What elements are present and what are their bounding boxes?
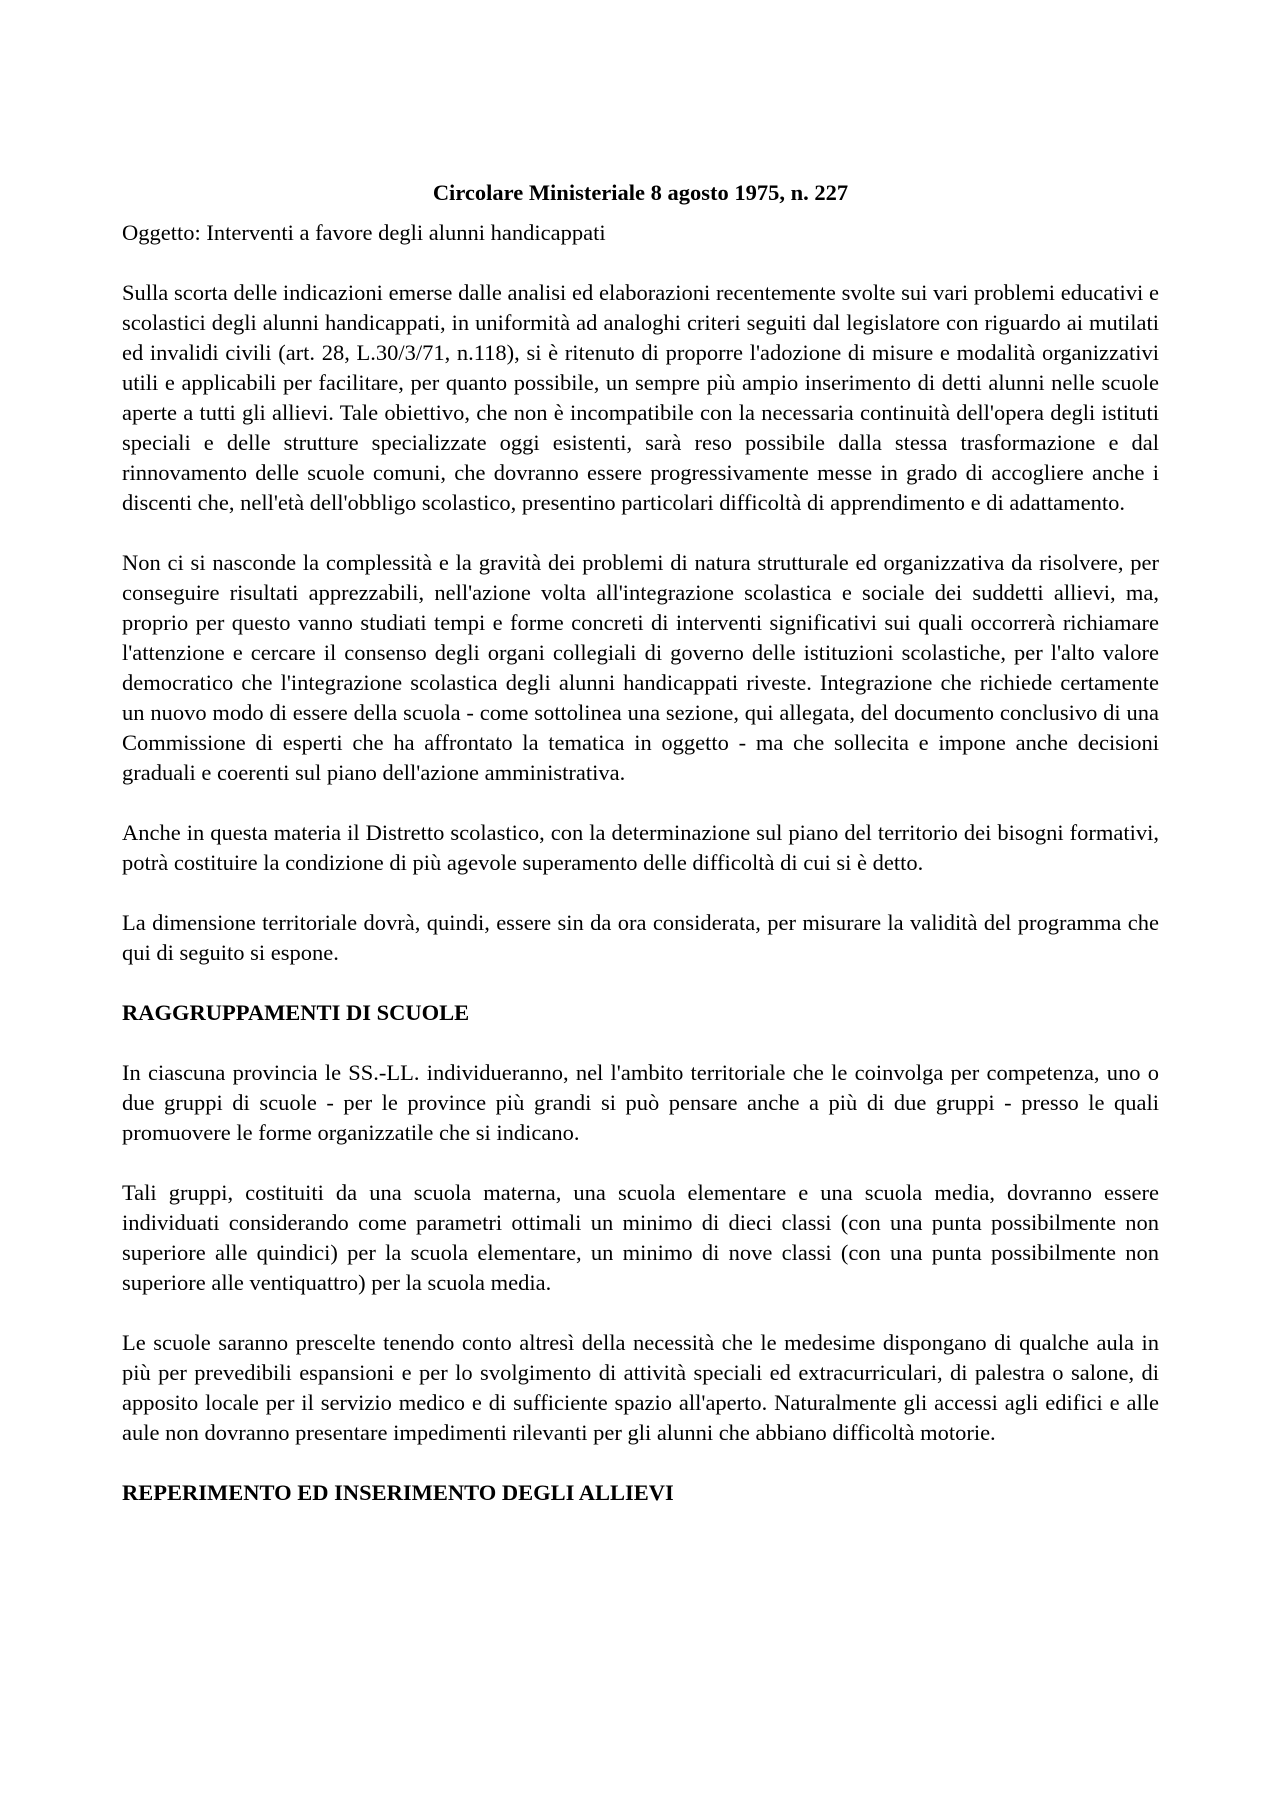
- section-heading: REPERIMENTO ED INSERIMENTO DEGLI ALLIEVI: [122, 1480, 674, 1505]
- paragraph: La dimensione territoriale dovrà, quindi, essere sin da ora considerata, per misurare la validità del programma che qui di seguito si espone.: [122, 910, 1159, 965]
- paragraph: Le scuole saranno prescelte tenendo conto altresì della necessità che le medesime dispongano di qualche aula in più per prevedibili espansioni e per lo svolgimento di attività speciali ed extracurriculari, di palestra o salone, di apposito locale per il servizio medico e di sufficiente spazio all'aperto. Naturalmente gli accessi agli edifici e alle aule non dovranno presentare impedimenti rilevanti per gli alunni che abbiano difficoltà motorie.: [122, 1330, 1159, 1445]
- paragraph: Sulla scorta delle indicazioni emerse dalle analisi ed elaborazioni recentemente svolte sui vari problemi educativi e scolastici degli alunni handicappati, in uniformità ad analoghi criteri seguiti dal legislatore con riguardo ai mutilati ed invalidi civili (art. 28, L.30/3/71, n.118), si è ritenuto di proporre l'adozione di misure e modalità organizzativi utili e applicabili per facilitare, per quanto possibile, un sempre più ampio inserimento di detti alunni nelle scuole aperte a tutti gli allievi. Tale obiettivo, che non è incompatibile con la necessaria continuità dell'opera degli istituti speciali e delle strutture specializzate oggi esistenti, sarà reso possibile dalla stessa trasformazione e dal rinnovamento delle scuole comuni, che dovranno essere progressivamente messe in grado di accogliere anche i discenti che, nell'età dell'obbligo scolastico, presentino particolari difficoltà di apprendimento e di adattamento.: [122, 280, 1159, 515]
- paragraph: Anche in questa materia il Distretto scolastico, con la determinazione sul piano del territorio dei bisogni formativi, potrà costituire la condizione di più agevole superamento delle difficoltà di cui si è detto.: [122, 820, 1159, 875]
- document-page: [122, 178, 1159, 1538]
- paragraph: Non ci si nasconde la complessità e la gravità dei problemi di natura strutturale ed organizzativa da risolvere, per conseguire risultati apprezzabili, nell'azione volta all'integrazione scolastica e sociale dei suddetti allievi, ma, proprio per questo vanno studiati tempi e forme concreti di interventi significativi sui quali occorrerà richiamare l'attenzione e cercare il consenso degli organi collegiali di governo delle istituzioni scolastiche, per l'alto valore democratico che l'integrazione scolastica degli alunni handicappati riveste. Integrazione che richiede certamente un nuovo modo di essere della scuola - come sottolinea una sezione, qui allegata, del documento conclusivo di una Commissione di esperti che ha affrontato la tematica in oggetto - ma che sollecita e impone anche decisioni graduali e coerenti sul piano dell'azione amministrativa.: [122, 550, 1159, 785]
- paragraph: Tali gruppi, costituiti da una scuola materna, una scuola elementare e una scuola media, dovranno essere individuati considerando come parametri ottimali un minimo di dieci classi (con una punta possibilmente non superiore alle quindici) per la scuola elementare, un minimo di nove classi (con una punta possibilmente non superiore alle ventiquattro) per la scuola media.: [122, 1180, 1159, 1295]
- document-subject: Oggetto: Interventi a favore degli alunni handicappati: [122, 220, 606, 245]
- document-title: Circolare Ministeriale 8 agosto 1975, n. 227: [432, 180, 849, 205]
- paragraph: In ciascuna provincia le SS.-LL. individueranno, nel l'ambito territoriale che le coinvolga per competenza, uno o due gruppi di scuole - per le province più grandi si può pensare anche a più di due gruppi - presso le quali promuovere le forme organizzatile che si indicano.: [122, 1060, 1159, 1145]
- section-heading: RAGGRUPPAMENTI DI SCUOLE: [122, 1000, 470, 1025]
